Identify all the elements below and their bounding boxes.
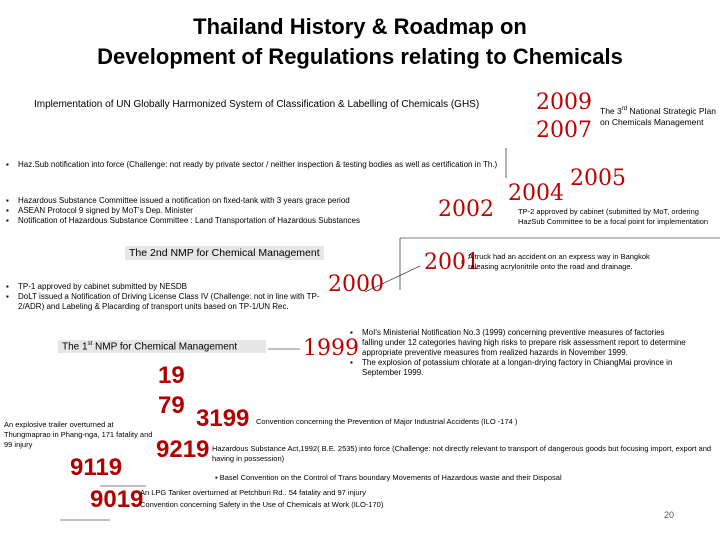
lpg-tanker-note: An LPG Tanker overturned at Petchburi Rd.. 54 fatality and 97 injury	[140, 488, 366, 497]
list-2002	[6, 196, 438, 226]
year-1999: 1999	[303, 336, 359, 361]
title-line-2: Development of Regulations relating to Chemicals	[97, 44, 623, 69]
basel-text: Basel Convention on the Control of Trans boundary Movements of Hazardous waste and their Disposal	[219, 473, 562, 482]
hazsub-list	[6, 160, 500, 170]
ghs-implementation-text: Implementation of UN Globally Harmonized System of Classification & Labelling of Chemicals (GHS)	[34, 99, 480, 110]
ilo-170-note: Convention concerning Safety in the Use of Chemicals at Work (ILO-170)	[140, 500, 384, 509]
list-item: ▪ MoI's Ministerial Notification No.3 (1999) concerning preventive measures of factories falling under 12 categories having high risks to prepare risk assessment report to determine appropriate preventive measures from realized hazards in November 1999.	[350, 328, 686, 358]
list-item: ▪ The explosion of potassium chlorate at a longan-drying factory in ChiangMai province in September 1999.	[350, 358, 686, 378]
year-1993-part-b: 79	[158, 392, 185, 419]
year-9119: 9119	[70, 454, 123, 481]
year-2002: 2002	[438, 197, 494, 222]
year-2005: 2005	[570, 166, 626, 191]
year-2004: 2004	[508, 181, 564, 206]
list-item: ▪ Hazardous Substance Committee issued a notification on fixed-tank with 3 years grace period	[6, 196, 438, 206]
first-nmp-sup: st	[87, 341, 93, 347]
list-1999	[350, 328, 686, 378]
list-item: ▪ TP-1 approved by cabinet submitted by NESDB	[6, 282, 342, 292]
basel-note: ▪ Basel Convention on the Control of Trans boundary Movements of Hazardous waste and their Disposal	[215, 473, 562, 482]
third-nmp-note	[598, 102, 720, 130]
year-2001: 2001	[424, 250, 480, 275]
first-nmp-label	[58, 340, 266, 353]
truck-accident-note: A truck had an accident on an express way in Bangkok releasing acrylonitrile onto the road and drainage.	[468, 252, 650, 271]
third-nmp-text: National Strategic Plan on Chemicals Management	[600, 105, 716, 127]
list-2000	[6, 282, 342, 312]
list-item: ▪ Notification of Hazardous Substance Committee : Land Transportation of Hazardous Substances	[6, 216, 438, 226]
second-nmp-label: The 2nd NMP for Chemical Management	[125, 246, 324, 260]
ilo-174-note: Convention concerning the Prevention of Major Industrial Accidents (ILO -174 )	[256, 417, 518, 426]
year-1993-part-a: 19	[158, 362, 185, 389]
first-nmp-prefix: The 1	[62, 341, 88, 353]
third-nmp-prefix: The 3	[600, 105, 622, 116]
page-title	[0, 12, 720, 72]
third-nmp-sup: rd	[621, 106, 628, 112]
trailer-accident-note: An explosive trailer overturned at Thungmaprao in Phang-nga, 171 fatality and 99 injury	[4, 420, 153, 449]
list-item: ▪ DoLT issued a Notification of Driving License Class IV (Challenge: not in line with TP-2/ADR) and Labeling & Placarding of transport units based on TP-1/UN Rec.	[6, 292, 342, 312]
title-line-1: Thailand History & Roadmap on	[193, 14, 527, 39]
hazsub-bullet: ▪ Haz.Sub notification into force (Challenge: not ready by private sector / neither inspection & testing bodies as well as certification in Th.)	[6, 160, 500, 170]
year-2000: 2000	[328, 272, 384, 297]
year-1992: 9219	[156, 436, 210, 463]
tp2-note: TP-2 approved by cabinet (submitted by MoT, ordering HazSub Committee to be a focal point for implementation	[518, 207, 709, 226]
first-nmp-suffix: NMP for Chemical Management	[92, 341, 238, 353]
year-2007: 2007	[536, 118, 592, 143]
list-item: ▪ ASEAN Protocol 9 signed by MoT's Dep. Minister	[6, 206, 438, 216]
hazsub-act-note: Hazardous Substance Act,1992( B.E. 2535) into force (Challenge: not directly relevant to transport of dangerous goods but focusing import, export and having in possession)	[212, 444, 712, 463]
year-2009: 2009	[536, 90, 592, 115]
year-9019: 9019	[90, 486, 144, 513]
year-1993-part-c: 3199	[196, 405, 250, 432]
page-number: 20	[664, 510, 675, 520]
